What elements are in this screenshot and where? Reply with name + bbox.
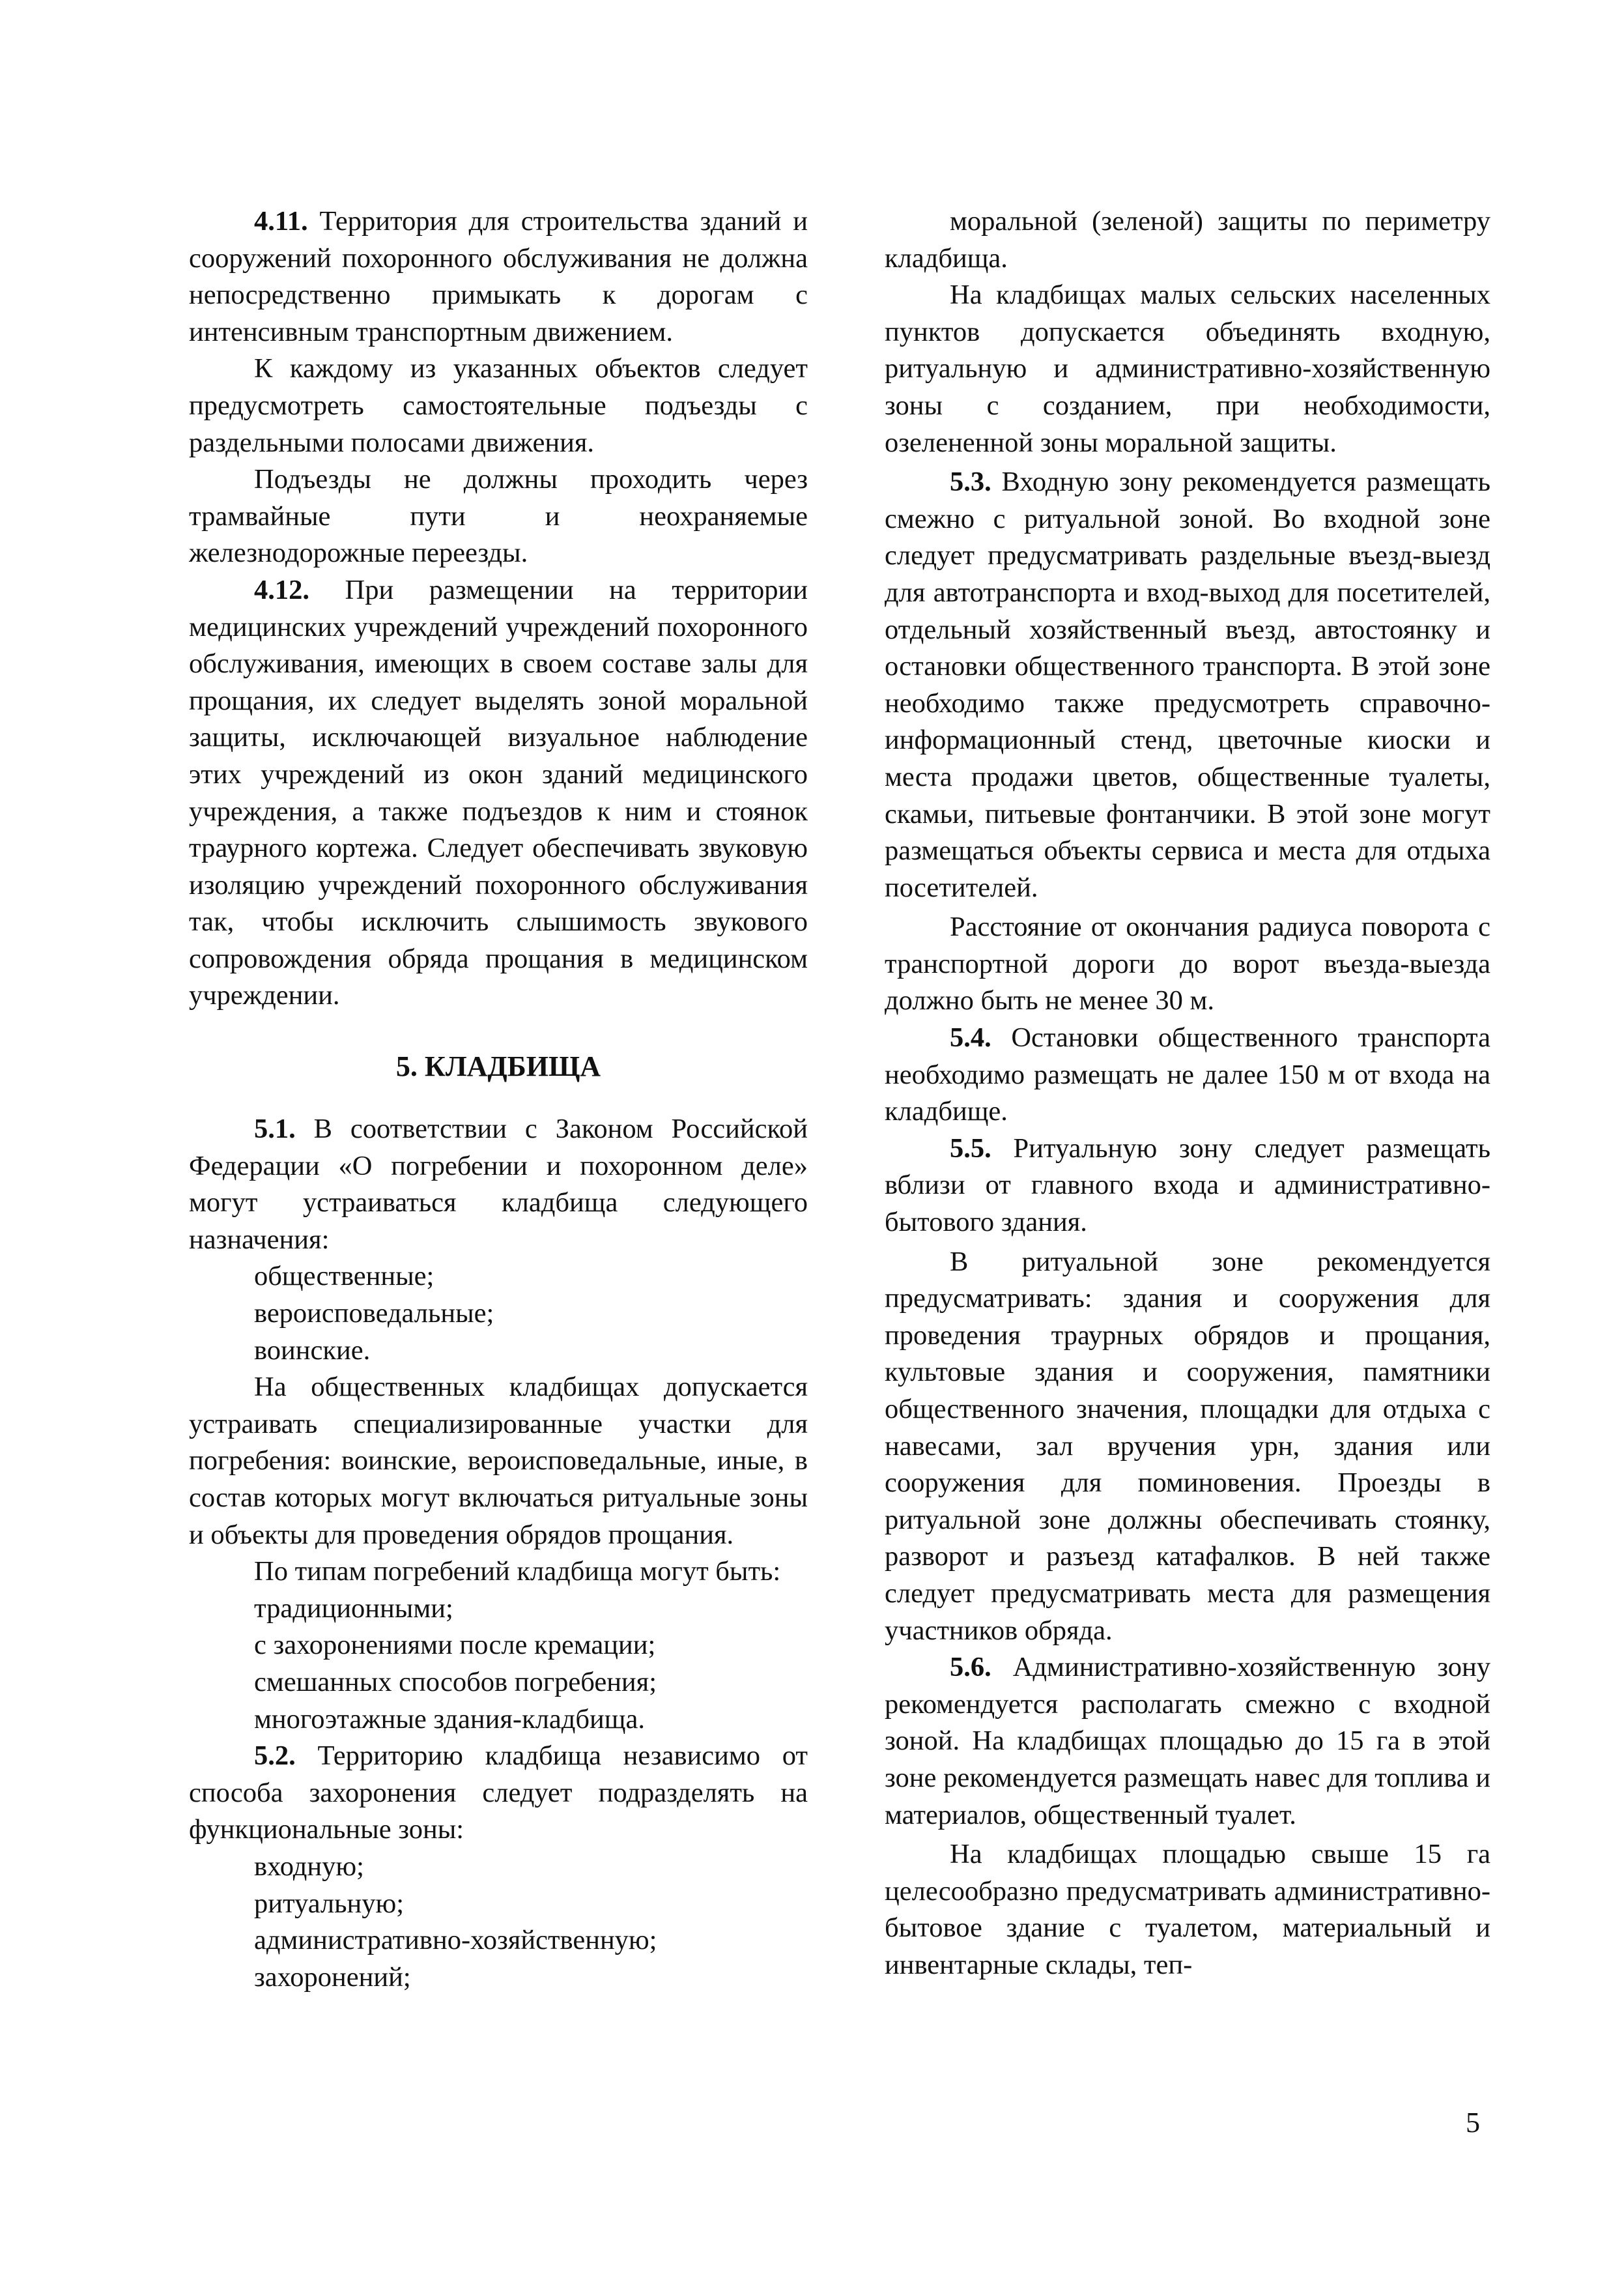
paragraph-5-4: [885, 1020, 1490, 1131]
paragraph: На кладбищах малых сельских населенных пунктов допускается объединять входную, ритуальную и административно-хозяйственную зоны с созданием, при необходимости, озелененной зоны моральной защиты.: [885, 280, 1490, 458]
section-number: 5.4.: [950, 1022, 991, 1054]
paragraph-5-1: [189, 1111, 808, 1258]
left-column: [189, 203, 808, 1996]
section-number: 5.6.: [950, 1652, 991, 1683]
list-item: захоронений;: [254, 1961, 411, 1993]
paragraph: К каждому из указанных объектов следует предусмотреть самостоятельные подъезды с раздельными полосами движения.: [189, 353, 808, 458]
paragraph-text: Территория для строительства зданий и сооружений похоронного обслуживания не должна непосредственно примыкать к дорогам с интенсивным транспортным движением.: [189, 206, 808, 347]
paragraph-5-2: [189, 1738, 808, 1849]
paragraph-text: При размещении на территории медицинских учреждений учреждений похоронного обслуживания, имеющих в своем составе залы для прощания, их следует выделять зоной моральной защиты, исключающей визуальное наблюдение этих учреждений из окон зданий медицинского учреждения, а также подъездов к ним и стоянок траурного кортежа. Следует обеспечивать звуковую изоляцию учреждений похоронного обслуживания так, чтобы исключить слышимость звукового сопровождения обряда прощания в медицинском учреждении.: [189, 574, 808, 1011]
paragraph-text: Территорию кладбища независимо от способа захоронения следует подразделять на функциональные зоны:: [189, 1740, 808, 1845]
list-item: административно-хозяйственную;: [254, 1925, 657, 1956]
paragraph: Расстояние от окончания радиуса поворота с транспортной дороги до ворот въезда-выезда должно быть не менее 30 м.: [885, 912, 1490, 1016]
paragraph-text: Административно-хозяйственную зону рекомендуется располагать смежно с входной зоной. На кладбищах площадью до 15 га в этой зоне рекомендуется размещать навес для топлива и материалов, общественный туалет.: [885, 1652, 1491, 1830]
list-item: ритуальную;: [254, 1888, 405, 1919]
paragraph-text: Ритуальную зону следует размещать вблизи от главного входа и административно-бытового здания.: [885, 1132, 1490, 1238]
paragraph-text: Остановки общественного транспорта необходимо размещать не далее 150 м от входа на кладбище.: [885, 1022, 1490, 1127]
list-item: многоэтажные здания-кладбища.: [254, 1703, 646, 1735]
right-column: [885, 203, 1490, 1984]
list-item: общественные;: [254, 1261, 434, 1292]
paragraph-5-5: [885, 1131, 1490, 1241]
paragraph-4-12: [189, 572, 808, 1015]
list-item: входную;: [254, 1851, 364, 1882]
section-heading: 5. КЛАДБИЩА: [395, 1050, 601, 1083]
list-item: традиционными;: [254, 1592, 453, 1624]
section-number: 4.12.: [254, 574, 309, 605]
section-number: 4.11.: [254, 206, 308, 237]
paragraph: Подъезды не должны проходить через трамвайные пути и неохраняемые железнодорожные переезды.: [189, 464, 808, 569]
paragraph-5-6: [885, 1649, 1490, 1834]
section-number: 5.5.: [950, 1132, 991, 1164]
section-number: 5.3.: [950, 467, 991, 498]
paragraph: На кладбищах площадью свыше 15 га целесообразно предусматривать административно-бытовое здание с туалетом, материальный и инвентарные склады, теп-: [885, 1839, 1490, 1980]
paragraph-5-3: [885, 464, 1490, 906]
paragraph: По типам погребений кладбища могут быть:: [254, 1556, 781, 1587]
page-number: 5: [1466, 2107, 1480, 2139]
list-item: смешанных способов погребения;: [254, 1666, 657, 1697]
list-item: с захоронениями после кремации;: [254, 1630, 656, 1661]
section-number: 5.1.: [254, 1114, 296, 1145]
paragraph: моральной (зеленой) защиты по периметру кладбища.: [885, 206, 1490, 274]
paragraph-text: Входную зону рекомендуется размещать смежно с ритуальной зоной. Во входной зоне следует предусматривать раздельные въезд-выезд для автотранспорта и вход-выход для посетителей, отдельный хозяйственный въезд, автостоянку и остановки общественного транспорта. В этой зоне необходимо также предусмотреть справочно-информационный стенд, цветочные киоски и места продажи цветов, общественные туалеты, скамьи, питьевые фонтанчики. В этой зоне могут размещаться объекты сервиса и места для отдыха посетителей.: [885, 467, 1491, 903]
list-item: вероисповедальные;: [254, 1298, 494, 1329]
paragraph: В ритуальной зоне рекомендуется предусматривать: здания и сооружения для проведения траурных обрядов и прощания, культовые здания и сооружения, памятники общественного значения, площадки для отдыха с навесами, зал вручения урн, здания или сооружения для поминовения. Проезды в ритуальной зоне должны обеспечивать стоянку, разворот и разъезд катафалков. В ней также следует предусматривать места для размещения участников обряда.: [885, 1246, 1490, 1646]
paragraph-text: В соответствии с Законом Российской Федерации «О погребении и похоронном деле» могут устраиваться кладбища следующего назначения:: [189, 1114, 808, 1255]
list-item: воинские.: [254, 1334, 371, 1366]
section-number: 5.2.: [254, 1740, 296, 1772]
paragraph-4-11: [189, 203, 808, 351]
paragraph: На общественных кладбищах допускается устраивать специализированные участки для погребения: воинские, вероисповедальные, иные, в состав которых могут включаться ритуальные зоны и объекты для проведения обрядов прощания.: [189, 1372, 808, 1550]
